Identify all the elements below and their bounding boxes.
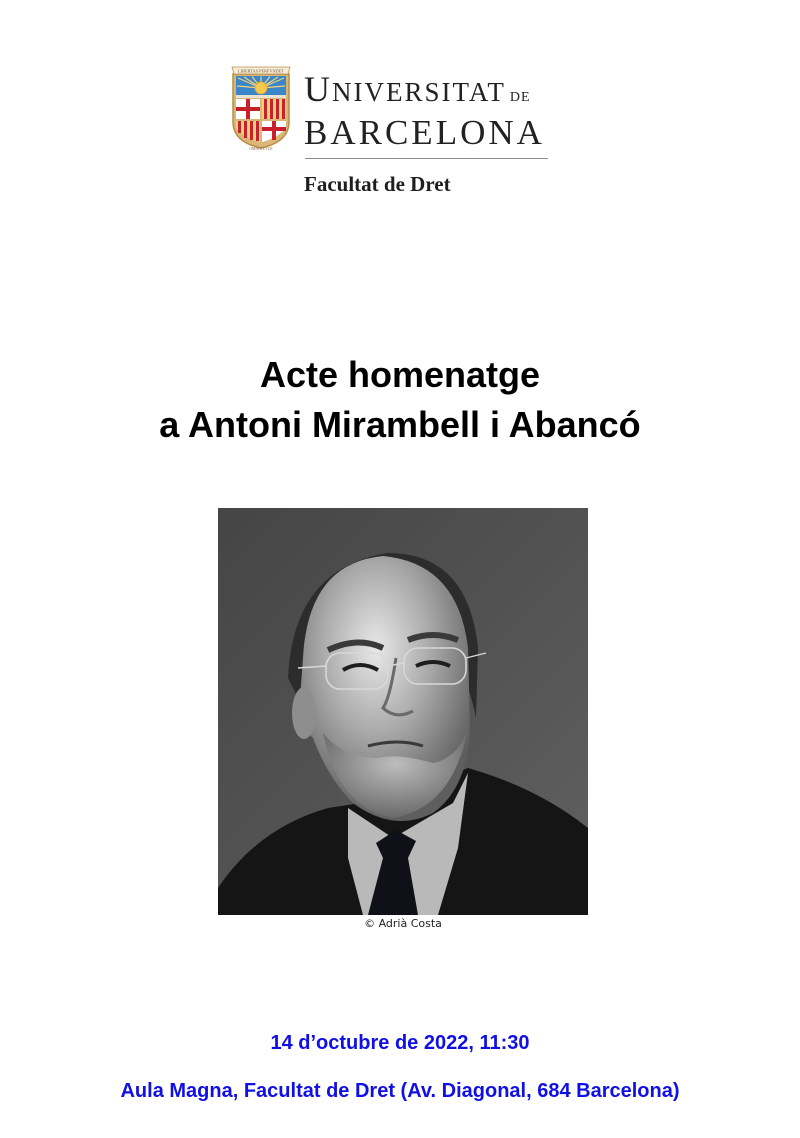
event-title-line1: Acte homenatge bbox=[259, 354, 541, 395]
svg-text:OMNIA LVCE: OMNIA LVCE bbox=[249, 147, 273, 150]
svg-text:LIBERTAS PERFVNDET: LIBERTAS PERFVNDET bbox=[238, 68, 284, 74]
photo-credit: © Adrià Costa bbox=[364, 917, 442, 930]
faculty-name: Facultat de Dret bbox=[304, 172, 451, 196]
university-name-rest: NIVERSITAT bbox=[332, 77, 506, 107]
event-title-line2: a Antoni Mirambell i Abancó bbox=[159, 404, 641, 445]
university-logo bbox=[228, 62, 558, 202]
university-de: DE bbox=[509, 90, 531, 105]
university-name-line1 bbox=[304, 69, 545, 115]
university-wordmark bbox=[304, 69, 545, 152]
event-date: 14 d’octubre de 2022, 11:30 bbox=[270, 1032, 530, 1054]
logo-divider bbox=[305, 158, 548, 159]
university-name-line2: BARCELONA bbox=[304, 113, 545, 152]
portrait-image-icon bbox=[218, 508, 588, 915]
university-shield-icon bbox=[230, 64, 292, 150]
portrait-photo bbox=[218, 508, 588, 915]
event-venue: Aula Magna, Facultat de Dret (Av. Diagonal, 684 Barcelona) bbox=[120, 1080, 680, 1102]
event-title bbox=[0, 350, 800, 450]
university-initial: U bbox=[304, 69, 332, 109]
